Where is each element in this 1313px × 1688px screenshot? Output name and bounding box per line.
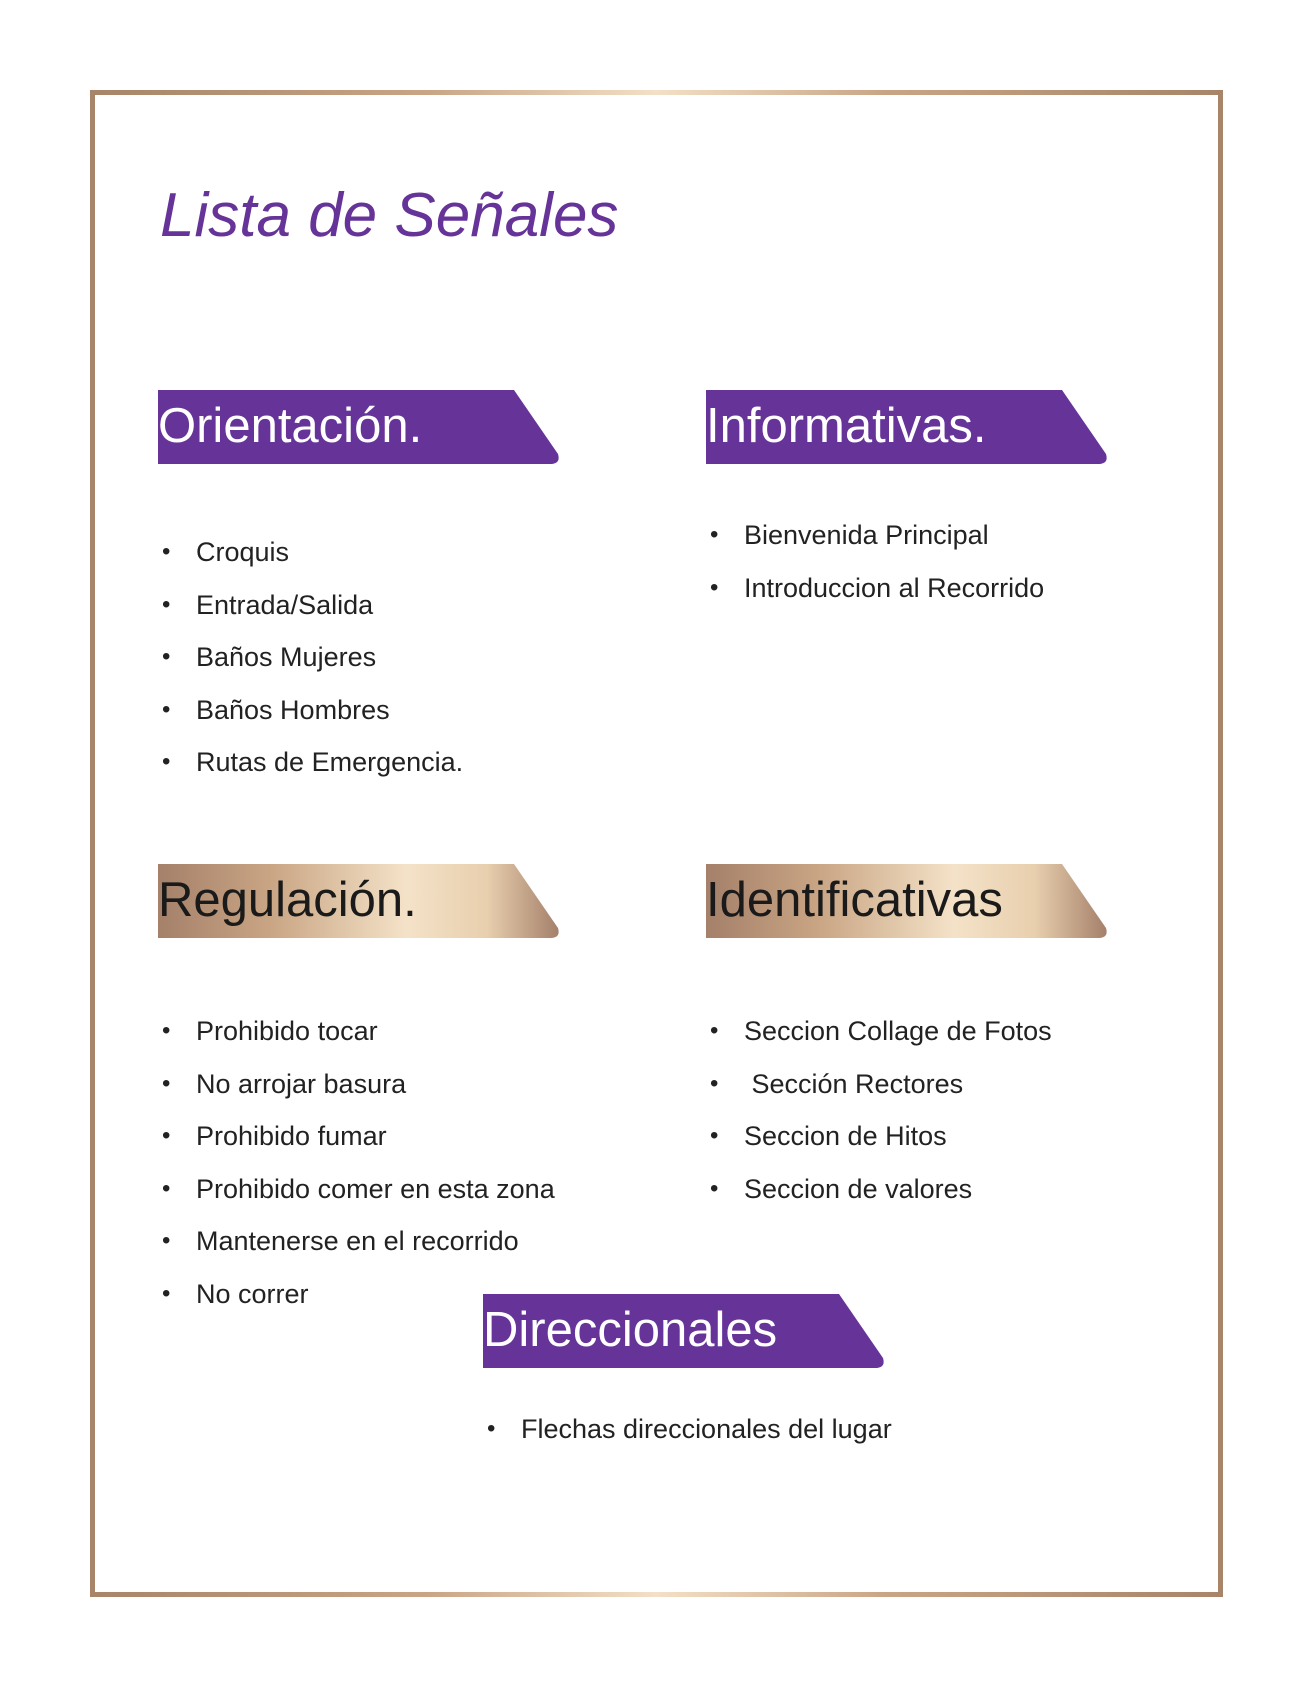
section-banner-orientacion xyxy=(158,390,560,464)
list-item: • Prohibido comer en esta zona xyxy=(158,1163,555,1216)
list-item: • Seccion Collage de Fotos xyxy=(706,1005,1052,1058)
list-item: • Baños Mujeres xyxy=(158,631,463,684)
list-item: • No correr xyxy=(158,1268,555,1321)
section-heading: Identificativas xyxy=(706,873,1003,927)
list-item: • Prohibido fumar xyxy=(158,1110,555,1163)
page-border xyxy=(90,90,1223,1597)
section-banner-identificativas xyxy=(706,864,1108,938)
section-banner-regulacion xyxy=(158,864,560,938)
section-list-informativas xyxy=(706,509,1044,614)
list-item: • Sección Rectores xyxy=(706,1058,1052,1111)
section-list-orientacion xyxy=(158,526,463,789)
section-banner-informativas xyxy=(706,390,1108,464)
list-item: • Seccion de Hitos xyxy=(706,1110,1052,1163)
section-heading: Informativas. xyxy=(706,399,987,453)
section-list-direccionales xyxy=(483,1403,892,1456)
list-item: • Flechas direccionales del lugar xyxy=(483,1403,892,1456)
section-list-identificativas xyxy=(706,1005,1052,1215)
list-item: • Baños Hombres xyxy=(158,684,463,737)
list-item: • Bienvenida Principal xyxy=(706,509,1044,562)
list-item: • Mantenerse en el recorrido xyxy=(158,1215,555,1268)
section-heading: Orientación. xyxy=(158,399,423,453)
section-list-regulacion xyxy=(158,1005,555,1320)
section-heading: Direccionales xyxy=(483,1303,778,1357)
list-item: • Prohibido tocar xyxy=(158,1005,555,1058)
section-heading: Regulación. xyxy=(158,873,417,927)
list-item: • Introduccion al Recorrido xyxy=(706,562,1044,615)
list-item: • Croquis xyxy=(158,526,463,579)
list-item: • Entrada/Salida xyxy=(158,579,463,632)
page-title: Lista de Señales xyxy=(160,181,619,250)
list-item: • No arrojar basura xyxy=(158,1058,555,1111)
section-banner-direccionales xyxy=(483,1294,885,1368)
list-item: • Seccion de valores xyxy=(706,1163,1052,1216)
list-item: • Rutas de Emergencia. xyxy=(158,736,463,789)
